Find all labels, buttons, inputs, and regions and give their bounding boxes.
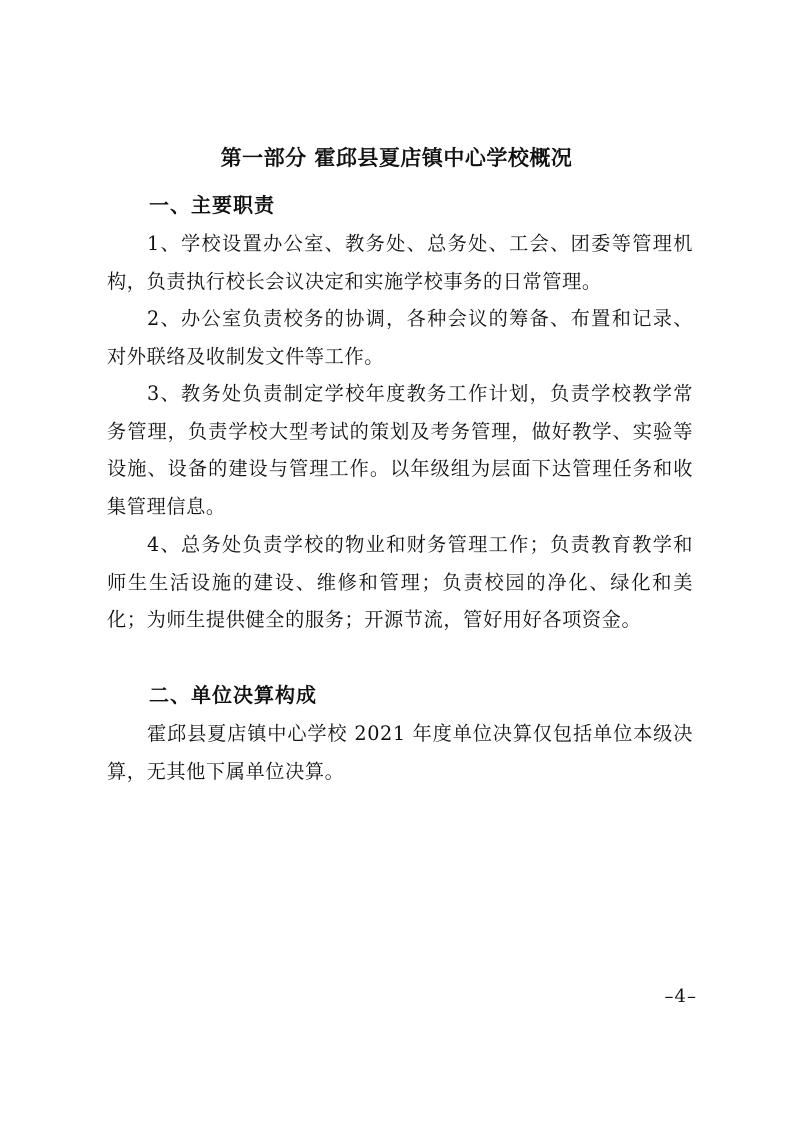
page-title: 第一部分 霍邱县夏店镇中心学校概况 [220, 146, 573, 170]
duty-paragraph-3: 3、教务处负责制定学校年度教务工作计划，负责学校教学常务管理，负责学校大型考试的策划及考务管理，做好教学、实验等设施、设备的建设与管理工作。以年级组为层面下达管理任务和收集管理信息。 [107, 382, 693, 518]
composition-paragraph: 霍邱县夏店镇中心学校 2021 年度单位决算仅包括单位本级决算，无其他下属单位决算。 [107, 722, 693, 783]
duty-paragraph-2: 2、办公室负责校务的协调，各种会议的筹备、布置和记录、对外联络及收制发文件等工作。 [107, 307, 693, 368]
duty-paragraph-4: 4、总务处负责学校的物业和财务管理工作；负责教育教学和师生生活设施的建设、维修和管理；负责校园的净化、绿化和美化；为师生提供健全的服务；开源节流，管好用好各项资金。 [107, 533, 693, 632]
duty-paragraph-1: 1、学校设置办公室、教务处、总务处、工会、团委等管理机构，负责执行校长会议决定和实施学校事务的日常管理。 [107, 232, 693, 293]
page-number: –4– [664, 986, 697, 1007]
section-heading-duties: 一、主要职责 [149, 193, 275, 217]
section-heading-composition: 二、单位决算构成 [149, 683, 317, 707]
